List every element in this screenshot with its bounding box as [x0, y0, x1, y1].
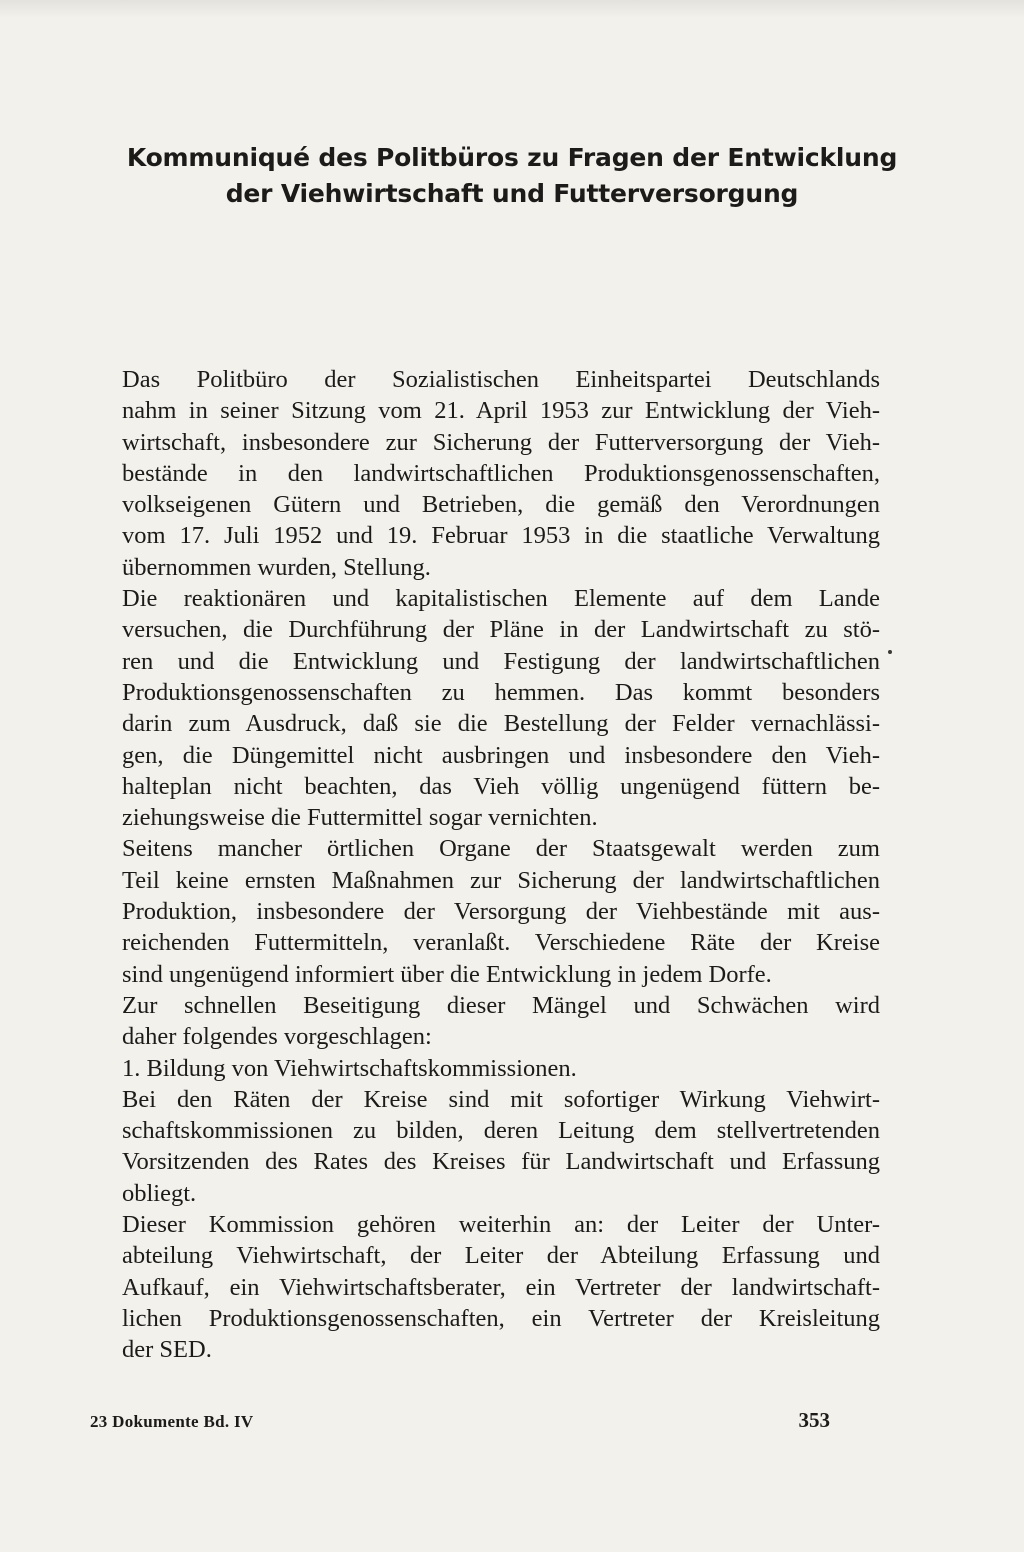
text-line: Die reaktionären und kapitalistischen Elemente auf dem Lande — [122, 585, 880, 613]
text-line: gen, die Düngemittel nicht ausbringen und insbesondere den Vieh- — [122, 741, 880, 769]
text-line: versuchen, die Durchführung der Pläne in der Landwirtschaft zu stö- — [122, 616, 880, 644]
title-line: Kommuniqué des Politbüros zu Fragen der Entwicklung — [126, 143, 898, 172]
printer-signature: 23 Dokumente Bd. IV — [90, 1412, 254, 1431]
page-number: 353 — [798, 1408, 830, 1432]
paragraph-local-organs — [90, 833, 880, 989]
page-footer — [90, 1408, 830, 1438]
text-line: Das Politbüro der Sozialistischen Einheitspartei Deutschlands — [122, 366, 880, 393]
text-line: ren und die Entwicklung und Festigung der landwirtschaftlichen — [122, 647, 880, 675]
text-line: 1. Bildung von Viehwirtschaftskommissionen. — [122, 1054, 577, 1082]
text-line: übernommen wurden, Stellung. — [122, 553, 431, 581]
document-title — [60, 140, 964, 212]
text-line: sind ungenügend informiert über die Entwicklung in jedem Dorfe. — [122, 960, 772, 988]
paragraph-reactionary-elements — [90, 583, 880, 833]
text-line: volkseigenen Gütern und Betrieben, die gemäß den Verordnungen — [122, 491, 880, 519]
text-line: ziehungsweise die Futtermittel sogar vernichten. — [122, 804, 598, 832]
paragraph-commission-formation — [90, 1084, 880, 1209]
paragraph-proposal — [90, 990, 880, 1053]
text-line: Seitens mancher örtlichen Organe der Staatsgewalt werden zum — [122, 835, 880, 863]
title-line: der Viehwirtschaft und Futterversorgung — [225, 179, 799, 208]
text-line: schaftskommissionen zu bilden, deren Leitung dem stellvertretenden — [122, 1117, 880, 1145]
text-line: halteplan nicht beachten, das Vieh völlig ungenügend füttern be- — [122, 772, 880, 800]
text-line: vom 17. Juli 1952 und 19. Februar 1953 in die staatliche Verwaltung — [122, 522, 880, 550]
section-heading-commissions — [90, 1053, 880, 1084]
text-line: Aufkauf, ein Viehwirtschaftsberater, ein Vertreter der landwirtschaft- — [122, 1273, 880, 1301]
text-line: obliegt. — [122, 1179, 197, 1207]
print-speck — [888, 650, 892, 654]
page-edge-shading — [0, 0, 1024, 18]
text-line: lichen Produktionsgenossenschaften, ein Vertreter der Kreisleitung — [122, 1304, 880, 1332]
text-line: Produktion, insbesondere der Versorgung der Viehbestände mit aus- — [122, 898, 880, 926]
text-line: abteilung Viehwirtschaft, der Leiter der Abteilung Erfassung und — [122, 1242, 880, 1270]
text-line: Zur schnellen Beseitigung dieser Mängel und Schwächen wird — [122, 991, 880, 1019]
text-line: Teil keine ernsten Maßnahmen zur Sicherung der landwirtschaftlichen — [122, 866, 880, 894]
text-line: der SED. — [122, 1336, 212, 1364]
text-line: nahm in seiner Sitzung vom 21. April 1953 zur Entwicklung der Vieh- — [122, 397, 880, 425]
text-line: darin zum Ausdruck, daß sie die Bestellung der Felder vernachlässi- — [122, 710, 880, 738]
paragraph-intro — [90, 364, 880, 583]
text-line: wirtschaft, insbesondere zur Sicherung der Futterversorgung der Vieh- — [122, 428, 880, 456]
text-line: Dieser Kommission gehören weiterhin an: der Leiter der Unter- — [122, 1211, 880, 1239]
text-line: Bei den Räten der Kreise sind mit sofortiger Wirkung Viehwirt- — [122, 1085, 880, 1113]
document-body — [90, 364, 880, 1366]
text-line: daher folgendes vorgeschlagen: — [122, 1023, 432, 1051]
paragraph-commission-members — [90, 1209, 880, 1365]
text-line: Produktionsgenossenschaften zu hemmen. Das kommt besonders — [122, 678, 880, 706]
text-line: bestände in den landwirtschaftlichen Produktionsgenossenschaften, — [122, 459, 880, 487]
text-line: reichenden Futtermitteln, veranlaßt. Verschiedene Räte der Kreise — [122, 929, 880, 957]
text-line: Vorsitzenden des Rates des Kreises für Landwirtschaft und Erfassung — [122, 1148, 880, 1176]
